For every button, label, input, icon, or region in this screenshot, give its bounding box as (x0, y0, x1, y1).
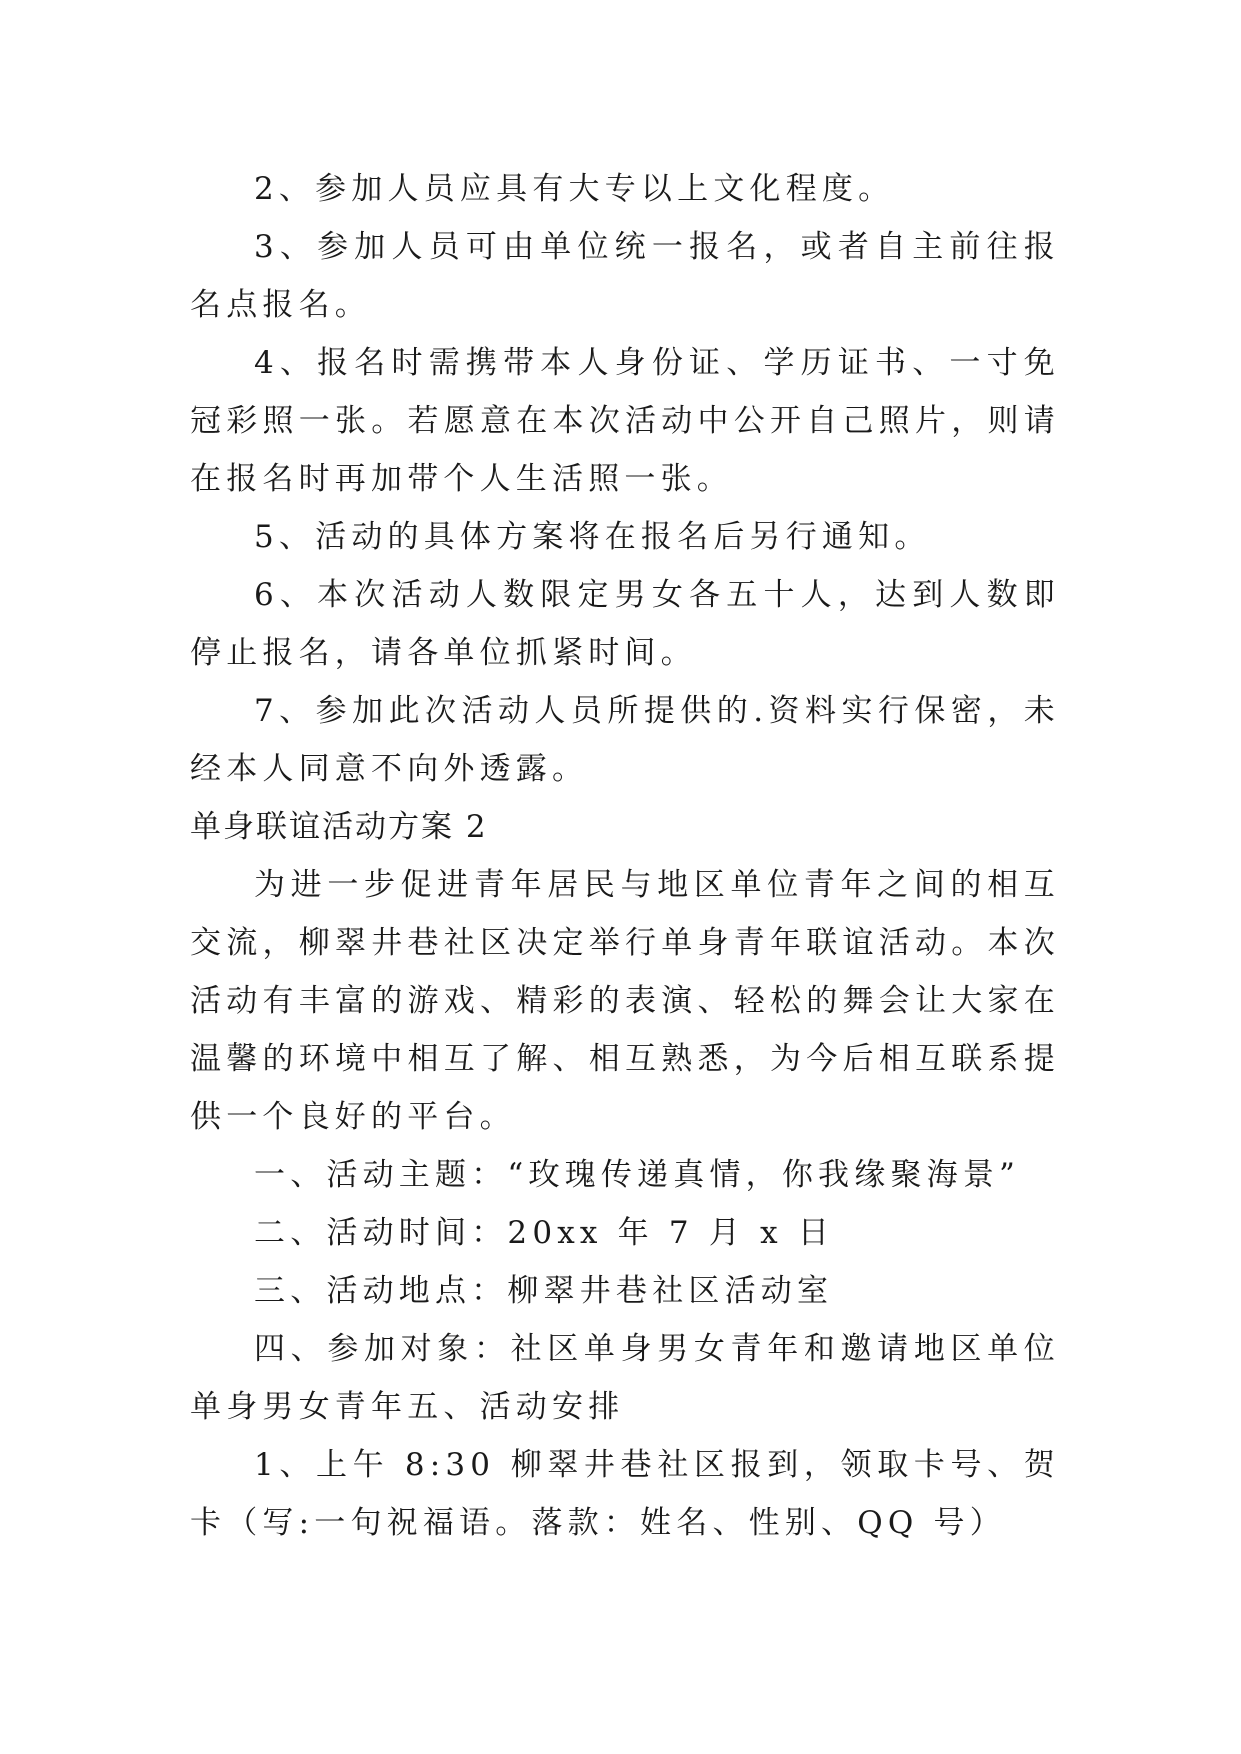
paragraph-item-2: 2、参加人员应具有大专以上文化程度。 (254, 171, 895, 207)
activity-time: 二、活动时间：20xx 年 7 月 x 日 (254, 1215, 835, 1251)
paragraph-item-7: 7、参加此次活动人员所提供的.资料实行保密，未经本人同意不向外透露。 (190, 693, 1060, 787)
activity-location: 三、活动地点：柳翠井巷社区活动室 (254, 1273, 834, 1309)
schedule-item-1: 1、上午 8:30 柳翠井巷社区报到，领取卡号、贺卡（写:一句祝福语。落款：姓名、性别、QQ 号） (190, 1447, 1060, 1541)
paragraph-item-3: 3、参加人员可由单位统一报名，或者自主前往报名点报名。 (190, 229, 1060, 323)
paragraph-item-5: 5、活动的具体方案将在报名后另行通知。 (254, 519, 931, 555)
document-body (190, 160, 1060, 1552)
paragraph-item-4: 4、报名时需携带本人身份证、学历证书、一寸免冠彩照一张。若愿意在本次活动中公开自己照片，则请在报名时再加带个人生活照一张。 (190, 345, 1060, 497)
participants: 四、参加对象：社区单身男女青年和邀请地区单位单身男女青年五、活动安排 (190, 1331, 1060, 1425)
paragraph-item-6: 6、本次活动人数限定男女各五十人，达到人数即停止报名，请各单位抓紧时间。 (190, 577, 1060, 671)
intro-paragraph: 为进一步促进青年居民与地区单位青年之间的相互交流，柳翠井巷社区决定举行单身青年联谊活动。本次活动有丰富的游戏、精彩的表演、轻松的舞会让大家在温馨的环境中相互了解、相互熟悉，为今后相互联系提供一个良好的平台。 (190, 867, 1060, 1135)
section-heading: 单身联谊活动方案 2 (190, 809, 488, 845)
activity-theme: 一、活动主题：“玫瑰传递真情，你我缘聚海景” (254, 1157, 1021, 1193)
